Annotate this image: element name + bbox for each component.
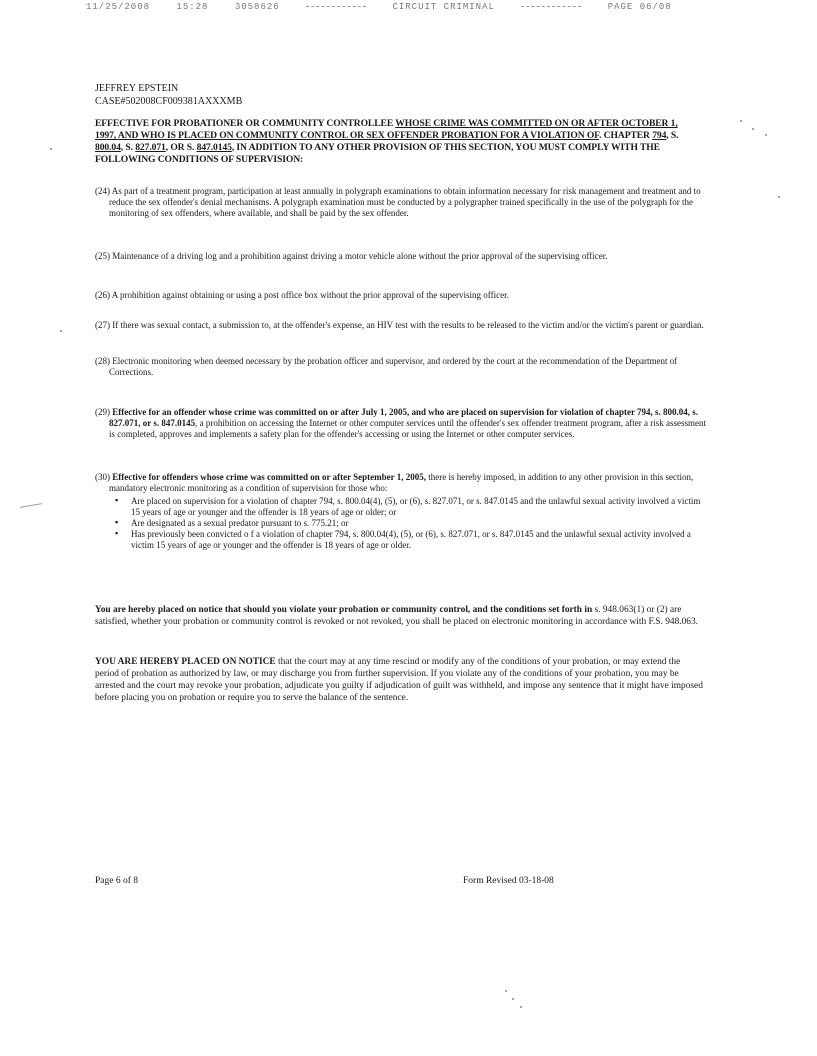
condition-text: A prohibition against obtaining or using a post office box without the prior approval of the supervising officer. (111, 290, 509, 300)
condition-text: As part of a treatment program, participation at least annually in polygraph examinations to obtain information necessary for risk management and treatment and to reduce the sex offender's denial mechanisms. A polygraph examination must be conducted by a polygrapher trained specifically in the use of the polygraph for the monitoring of sex offenders, where available, and shall be paid by the sex offender. (109, 186, 701, 218)
case-number: CASE#502008CF009381AXXXMB (95, 96, 243, 107)
statute-ref: 827.071 (135, 142, 166, 153)
condition-text: If there was sexual contact, a submission to, at the offender's expense, an HIV test with the results to be released to the victim and/or the victim's parent or guardian. (112, 320, 704, 330)
condition-bold-lead: Effective for offenders whose crime was committed on or after September 1, 2005, (112, 472, 427, 482)
fax-page: PAGE 06/08 (607, 2, 672, 12)
condition-24 (95, 186, 710, 219)
scan-speck (505, 990, 507, 992)
condition-30 (95, 472, 710, 551)
scan-speck (740, 120, 742, 122)
defendant-name: JEFFREY EPSTEIN (95, 83, 179, 94)
scan-speck (752, 128, 754, 130)
statute-ref: 800.04 (95, 142, 121, 153)
list-item: ▪ Are designated as a sexual predator pursuant to s. 775.21; or (113, 518, 710, 529)
scan-speck (520, 1006, 522, 1008)
case-caption (95, 82, 242, 108)
fax-date: 11/25/2008 (86, 2, 151, 12)
condition-29 (95, 407, 710, 440)
fax-rule (521, 6, 581, 7)
intro-text: , IN ADDITION TO ANY OTHER PROVISION OF THIS SECTION, YOU MUST COMPLY WITH THE FOLLOWING CONDITIONS OF SUPERVISION: (95, 142, 660, 165)
intro-text: , S. (666, 130, 679, 141)
condition-number: (28) (95, 356, 110, 366)
condition-number: (29) (95, 407, 110, 417)
fax-time: 15:28 (176, 2, 209, 12)
scan-speck (765, 134, 767, 136)
condition-25 (95, 251, 710, 262)
fax-rule (306, 6, 366, 7)
scan-speck (50, 148, 52, 150)
list-item: ▪ Has previously been convicted o f a violation of chapter 794, s. 800.04(4), (5), or (6), s. 827.071, or s. 847.0145 and the unlawful sexual activity involved a victim 15 years of age or younger and the offender is 18 years of age or older. (113, 529, 710, 551)
notice-text: that the court may at any time rescind or modify any of the conditions of your probation, or may extend the period of probation as authorized by law, or may discharge you from further supervision. If you violate any of the conditions of your probation, you may be arrested and the court may revoke your probation, adjudicate you guilty if adjudication of guilt was withheld, and impose any sentence that it might have imposed before placing you on probation or require you to serve the balance of the sentence. (95, 657, 703, 703)
condition-28 (95, 356, 710, 378)
notice-bold: You are hereby placed on notice that should you violate your probation or community control, and the conditions set forth in (95, 605, 593, 615)
fax-sender: CIRCUIT CRIMINAL (392, 2, 495, 12)
scan-speck (60, 330, 62, 332)
notice-text: s. 948.063(1) or (2) are satisfied, whether your probation or community control is revoked or not revoked, you shall be placed on electronic monitoring in accordance with F.S. 948.063. (95, 605, 699, 627)
page-number: Page 6 of 8 (95, 876, 139, 886)
fax-header (86, 2, 786, 12)
statute-ref: 794 (652, 130, 667, 141)
condition-number: (24) (95, 186, 110, 196)
intro-text: EFFECTIVE FOR PROBATIONER OR COMMUNITY CONTROLLEE (95, 118, 396, 129)
condition-30-bullets (113, 496, 710, 551)
intro-text: . CHAPTER (599, 130, 653, 141)
condition-number: (27) (95, 320, 110, 330)
fax-number: 3058626 (234, 2, 280, 12)
intro-paragraph (95, 118, 695, 166)
intro-text: , OR S. (165, 142, 197, 153)
condition-text: Maintenance of a driving log and a prohibition against driving a motor vehicle alone without the prior approval of the supervising officer. (112, 251, 608, 261)
condition-number: (30) (95, 472, 110, 482)
condition-27 (95, 320, 710, 331)
notice-bold: YOU ARE HEREBY PLACED ON NOTICE (95, 657, 276, 667)
list-item: ▪ Are placed on supervision for a violation of chapter 794, s. 800.04(4), (5), or (6), s. 827.071, or s. 847.0145 and the unlawful sexual activity involved a victim 15 years of age or younger and the offender is 18 years of age or older; or (113, 496, 710, 518)
condition-bold-lead: Effective for an offender whose crime was committed on or after July 1, 2005, and who are placed on supervision for violation of chapter 794, s. 800.04, s. 827.071, or s. 847.0145 (109, 407, 699, 428)
condition-text: there is hereby imposed, in addition to any other provision in this section, mandatory electronic monitoring as a condition of supervision for those who: (109, 472, 694, 493)
intro-underlined: WHOSE CRIME WAS COMMITTED ON OR AFTER OCTOBER 1, 1997, AND WHO IS PLACED ON COMMUNITY CONTROL OR SEX OFFENDER PROBATION FOR A VIOLATION OF (95, 118, 678, 141)
condition-number: (25) (95, 251, 110, 261)
electronic-monitoring-notice (95, 604, 705, 628)
condition-text: , a prohibition on accessing the Internet or other computer services until the offender's sex offender treatment program, after a risk assessment is completed, approves and implements a safety plan for the offender's accessing or using the Internet or other computer services. (109, 418, 706, 439)
form-revised: Form Revised 03-18-08 (463, 876, 554, 886)
scan-speck (512, 998, 514, 1000)
condition-text: Electronic monitoring when deemed necessary by the probation officer and supervisor, and ordered by the court at the recommendation of the Department of Corrections. (109, 356, 678, 377)
court-notice (95, 656, 705, 704)
condition-26 (95, 290, 710, 301)
scan-mark (20, 503, 42, 508)
statute-ref: 847.0145 (196, 142, 232, 153)
condition-number: (26) (95, 290, 110, 300)
scan-speck (778, 196, 780, 198)
intro-text: , S. (120, 142, 136, 153)
